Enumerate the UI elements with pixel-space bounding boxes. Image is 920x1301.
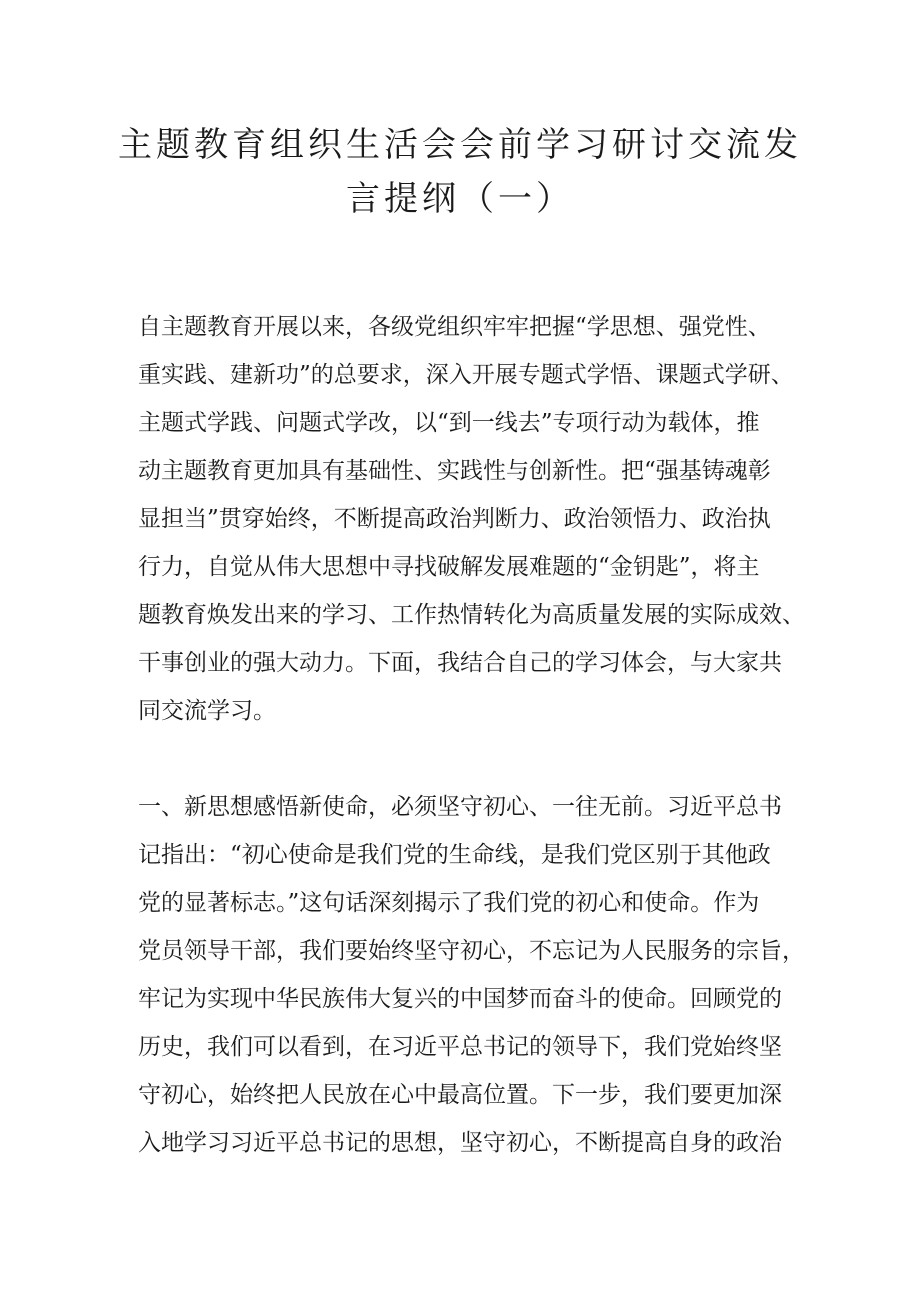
text-line: 行力，自觉从伟大思想中寻找破解发展难题的“金钥匙”，将主	[138, 554, 760, 580]
text-line: 题教育焕发出来的学习、工作热情转化为高质量发展的实际成效、	[138, 602, 805, 628]
text-line: 牢记为实现中华民族伟大复兴的中国梦而奋斗的使命。回顾党的	[138, 986, 782, 1012]
text-line: 记指出：“初心使命是我们党的生命线，是我们党区别于其他政	[138, 842, 771, 868]
text-line: 动主题教育更加具有基础性、实践性与创新性。把“强基铸魂彰	[138, 458, 771, 484]
text-line: 党员领导干部，我们要始终坚守初心，不忘记为人民服务的宗旨，	[138, 938, 805, 964]
document-title-line-2: 言提纲（一）	[346, 179, 574, 219]
text-line: 干事创业的强大动力。下面，我结合自己的学习体会，与大家共	[138, 650, 782, 676]
text-line: 守初心，始终把人民放在心中最高位置。下一步，我们要更加深	[138, 1082, 782, 1108]
text-line: 入地学习习近平总书记的思想，坚守初心，不断提高自身的政治	[138, 1130, 782, 1156]
text-line: 主题式学践、问题式学改，以“到一线去”专项行动为载体，推	[138, 410, 760, 436]
text-line: 重实践、建新功”的总要求，深入开展专题式学悟、课题式学研、	[138, 362, 794, 388]
text-line: 同交流学习。	[138, 698, 276, 724]
text-line: 党的显著标志。”这句话深刻揭示了我们党的初心和使命。作为	[138, 890, 760, 916]
document-title-line-1: 主题教育组织生活会会前学习研讨交流发	[118, 125, 802, 165]
text-line: 一、新思想感悟新使命，必须坚守初心、一往无前。习近平总书	[138, 794, 782, 820]
text-line: 历史，我们可以看到，在习近平总书记的领导下，我们党始终坚	[138, 1034, 782, 1060]
text-line: 显担当”贯穿始终，不断提高政治判断力、政治领悟力、政治执	[138, 506, 771, 532]
text-line: 自主题教育开展以来，各级党组织牢牢把握“学思想、强党性、	[138, 314, 771, 340]
